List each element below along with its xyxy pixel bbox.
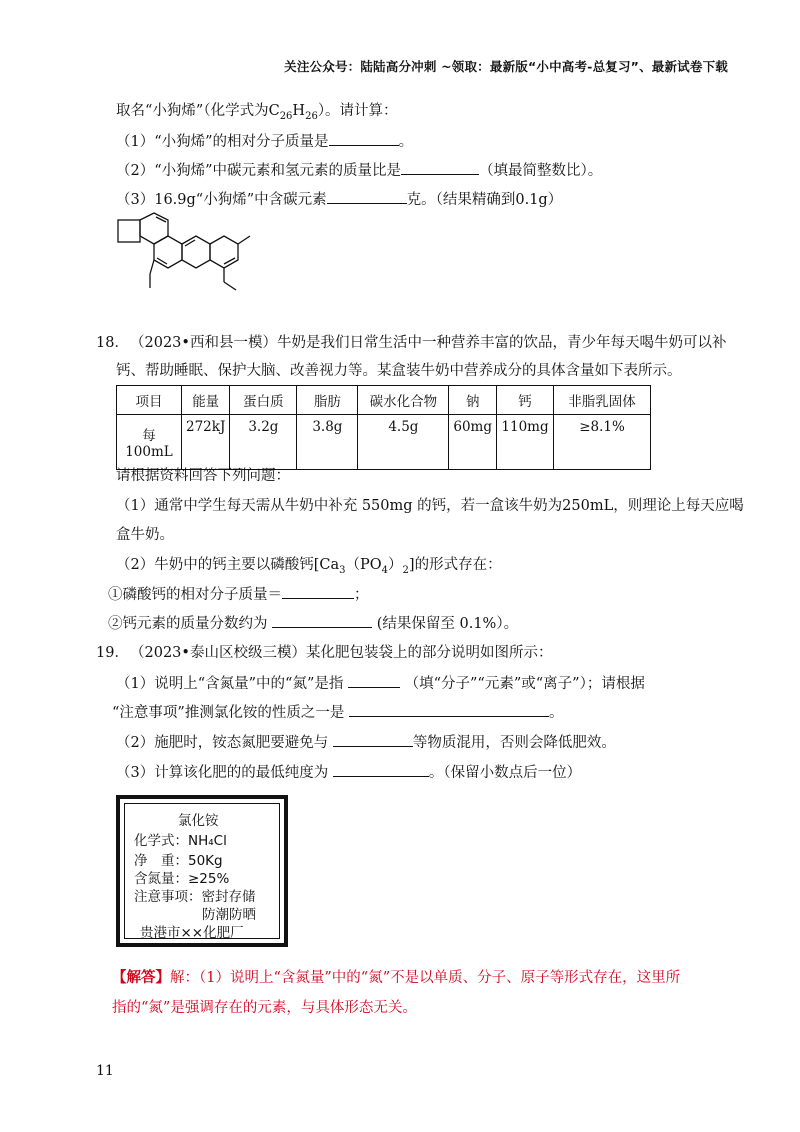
label-line: 含氮量：≥25%	[134, 871, 230, 887]
table-cell: 4.5g	[358, 415, 449, 470]
q19-part3: （3）计算该化肥的的最低纯度为 。（保留小数点后一位）	[116, 762, 581, 783]
table-header-row	[117, 386, 651, 415]
q18-after-table: 请根据资料回答下列问题：	[116, 468, 290, 484]
q18-line1: （2023•西和县一模）牛奶是我们日常生活中一种营养丰富的饮品，青少年每天喝牛奶可以补	[130, 335, 727, 351]
q18-part2: （2）牛奶中的钙主要以磷酸钙$[Ca_3(PO_4)_2]$的形式存在：	[116, 557, 502, 576]
answer-blank[interactable]	[272, 613, 372, 628]
q18-sub1: ①磷酸钙的相对分子质量＝ ；	[108, 584, 369, 605]
q17-part2: （2）“小狗烯”中碳元素和氢元素的质量比是 （填最简整数比）。	[116, 160, 602, 181]
label-line: 净 重：50Kg	[134, 853, 223, 869]
table-cell: 110mg	[497, 415, 554, 470]
label-title: 氯化铵	[178, 813, 219, 829]
q18-part1-line1: （1）通常中学生每天需从牛奶中补充 550mg 的钙，若一盒该牛奶为250mL，则理论上每天应喝	[116, 498, 744, 514]
nutrition-table	[116, 385, 651, 470]
q18-num: 18．	[96, 335, 129, 351]
table-row-label: 每 100mL	[117, 415, 182, 470]
answer-blank[interactable]	[333, 732, 413, 747]
q18-line2: 钙、帮助睡眠、保护大脑、改善视力等。某盒装牛奶中营养成分的具体含量如下表所示。	[116, 363, 682, 379]
answer-blank[interactable]	[282, 584, 354, 599]
label-line: 防潮防晒	[202, 907, 256, 923]
table-header-cell: 碳水化合物	[358, 386, 449, 415]
label-line: 注意事项：密封存储	[134, 889, 256, 905]
q19-part2: （2）施肥时，铵态氮肥要避免与 等物质混用，否则会降低肥效。	[116, 732, 616, 753]
molecule-structure-diagram	[112, 210, 262, 310]
table-header-cell: 钙	[497, 386, 554, 415]
answer-blank[interactable]	[401, 160, 479, 175]
q18-sub2: ②钙元素的质量分数约为 (结果保留至 0.1%）。	[108, 613, 518, 634]
table-header-cell: 非脂乳固体	[554, 386, 651, 415]
table-cell: 3.8g	[297, 415, 358, 470]
answer-blank[interactable]	[348, 673, 400, 688]
table-header-cell: 钠	[449, 386, 497, 415]
fertilizer-label-image	[116, 795, 288, 947]
q19-part1-cont: “注意事项”推测氯化铵的性质之一是 。	[112, 702, 563, 723]
q19-part1: （1）说明上“含氮量”中的“氮”是指 （填“分子”“元素”或“离子”）；请根据	[116, 673, 645, 694]
table-header-cell: 脂肪	[297, 386, 358, 415]
label-line: 化学式：NH₄Cl	[134, 833, 227, 849]
q17-part1: （1）“小狗烯”的相对分子质量是 。	[116, 131, 413, 152]
table-header-cell: 项目	[117, 386, 182, 415]
table-header-cell: 蛋白质	[230, 386, 297, 415]
table-cell: ≥8.1%	[554, 415, 651, 470]
q17-part3: （3）16.9g“小狗烯”中含碳元素 克。（结果精确到0.1g）	[116, 189, 562, 210]
q19-num: 19．	[96, 645, 129, 661]
q19-line1: （2023•泰山区校级三模）某化肥包装袋上的部分说明如图所示：	[130, 645, 553, 661]
page-number: 11	[96, 1063, 114, 1079]
answer-blank[interactable]	[333, 762, 429, 777]
answer-blank[interactable]	[349, 702, 549, 717]
page-header: 关注公众号：陆陆高分冲刺 ~领取：最新版“小中高考-总复习”、最新试卷下载	[284, 59, 728, 74]
answer-blank[interactable]	[329, 131, 399, 146]
table-cell: 272kJ	[182, 415, 230, 470]
q18-part1-line2: 盒牛奶。	[116, 527, 174, 543]
answer-blank[interactable]	[327, 189, 407, 204]
answer-line2: 指的“氮”是强调存在的元素，与具体形态无关。	[112, 1000, 417, 1016]
table-cell: 60mg	[449, 415, 497, 470]
table-cell: 3.2g	[230, 415, 297, 470]
answer-line1: 【解答】解：（1）说明上“含氮量”中的“氮”不是以单质、分子、原子等形式存在，这里所	[112, 969, 681, 986]
table-row	[117, 415, 651, 470]
table-header-cell: 能量	[182, 386, 230, 415]
q17-intro: 取名“小狗烯”（化学式为$C_{26}H_{26}$）。请计算：	[116, 103, 398, 122]
label-line: 贵港市××化肥厂	[140, 925, 244, 941]
